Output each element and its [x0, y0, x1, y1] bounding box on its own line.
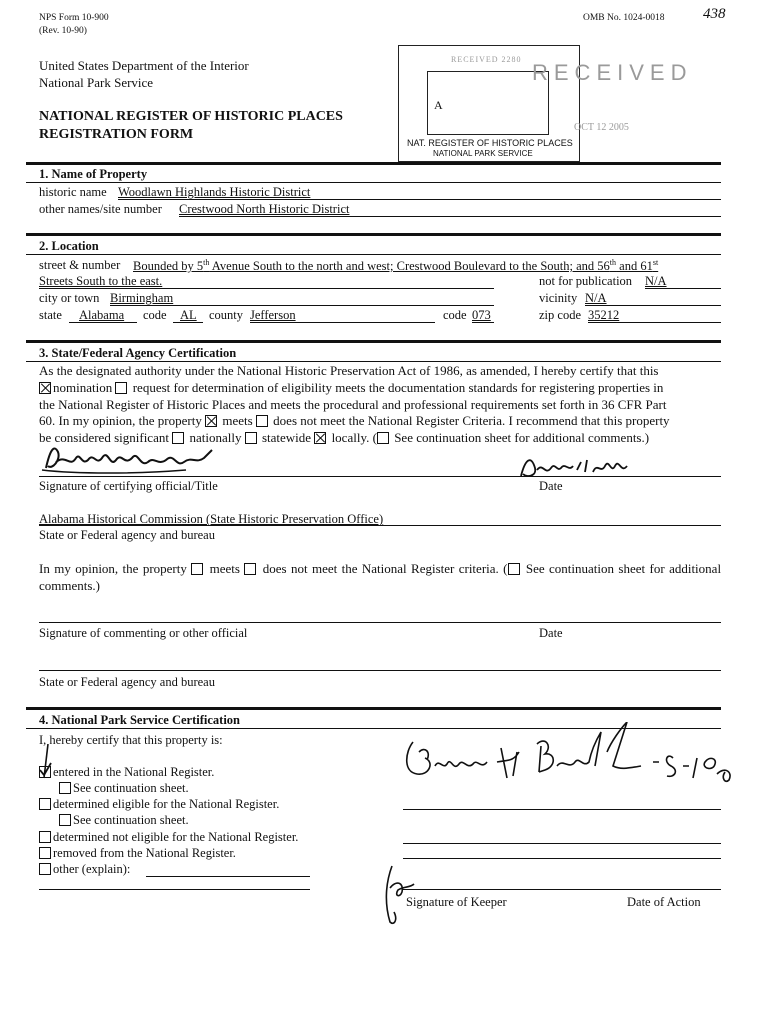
divider	[26, 707, 721, 710]
state-code-value[interactable]: AL	[180, 308, 197, 322]
cert-line1: As the designated authority under the National Historic Preservation Act of 1986, as amended, I hereby certify that this	[39, 363, 659, 378]
certifying-date-label: Date	[539, 479, 563, 493]
form-revision: (Rev. 10-90)	[39, 26, 87, 36]
not-for-publication-label: not for publication	[539, 274, 633, 288]
divider	[26, 182, 721, 183]
statewide-checkbox[interactable]	[245, 432, 257, 444]
form-title: NATIONAL REGISTER OF HISTORIC PLACES	[39, 109, 343, 124]
nomination-checkbox[interactable]	[39, 382, 51, 394]
field-line	[585, 305, 721, 306]
omb-number: OMB No. 1024-0018	[583, 13, 665, 23]
request-checkbox[interactable]	[115, 382, 127, 394]
section2-heading: 2. Location	[39, 239, 99, 253]
keeper-signature-line	[403, 889, 721, 890]
agency-label: State or Federal agency and bureau	[39, 528, 215, 542]
commenting-signature-label: Signature of commenting or other official	[39, 626, 248, 640]
cert-line5: be considered significant nationally statewide locally. ( See continuation sheet for additional comments.)	[39, 430, 650, 446]
cert-line2: nomination request for determination of eligibility meets the documentation standards for registering properties in	[39, 380, 721, 397]
removed-checkbox[interactable]	[39, 847, 51, 859]
county-code-value[interactable]: 073	[472, 308, 491, 322]
not-for-publication-value[interactable]: N/A	[645, 274, 667, 288]
stamp-line1: NAT. REGISTER OF HISTORIC PLACES	[407, 138, 573, 148]
continuation-checkbox[interactable]	[377, 432, 389, 444]
section3-heading: 3. State/Federal Agency Certification	[39, 346, 237, 360]
state-code-label: code	[143, 308, 167, 322]
street-value[interactable]: Bounded by 5th Avenue South to the north and west; Crestwood Boulevard to the South; and 56th and 61st	[133, 258, 659, 274]
field-line	[69, 322, 137, 323]
zip-label: zip code	[539, 308, 581, 322]
field-line	[110, 305, 494, 306]
historic-name-value[interactable]: Woodlawn Highlands Historic District	[118, 185, 311, 199]
field-line	[179, 216, 721, 217]
historic-name-label: historic name	[39, 185, 107, 199]
option-other: other (explain):	[39, 862, 130, 877]
keeper-signature-label: Signature of Keeper	[406, 895, 507, 909]
field-line	[588, 322, 721, 323]
keeper-signature	[395, 722, 740, 792]
divider	[26, 254, 721, 255]
option-removed: removed from the National Register.	[39, 846, 236, 861]
section4-heading: 4. National Park Service Certification	[39, 713, 240, 727]
opinion-meets-checkbox[interactable]	[191, 563, 203, 575]
commenting-date-label: Date	[539, 626, 563, 640]
street-label: street & number	[39, 258, 121, 272]
option-eligible-continuation: See continuation sheet.	[59, 813, 189, 828]
date-of-action-label: Date of Action	[627, 895, 701, 909]
keeper-line	[403, 809, 721, 810]
signature-line	[39, 622, 721, 623]
divider	[26, 340, 721, 343]
department: United States Department of the Interior	[39, 58, 249, 73]
state-value[interactable]: Alabama	[79, 308, 125, 322]
other-names-label: other names/site number	[39, 202, 162, 216]
stamp-line2: NATIONAL PARK SERVICE	[433, 149, 533, 158]
section4-intro: I, hereby certify that this property is:	[39, 733, 223, 747]
stamp-date: OCT 12 2005	[574, 122, 629, 133]
field-line	[39, 670, 721, 671]
certifying-date-handwritten	[515, 448, 645, 484]
section1-heading: 1. Name of Property	[39, 167, 148, 181]
field-line	[39, 288, 494, 289]
vicinity-value[interactable]: N/A	[585, 291, 607, 305]
form-subtitle: REGISTRATION FORM	[39, 127, 194, 142]
certifying-official-signature	[36, 440, 226, 480]
field-line	[173, 322, 203, 323]
signature-line	[39, 476, 721, 477]
entered-continuation-checkbox[interactable]	[59, 782, 71, 794]
divider	[26, 361, 721, 362]
keeper-line	[403, 858, 721, 859]
stamp-inner-box	[427, 71, 549, 135]
stamp-received: RECEIVED	[532, 60, 693, 85]
other-explain-line	[146, 876, 310, 877]
city-value[interactable]: Birmingham	[110, 291, 174, 305]
agency-value[interactable]: Alabama Historical Commission (State Historic Preservation Office)	[39, 512, 384, 526]
option-not-eligible: determined not eligible for the National Register.	[39, 830, 298, 845]
field-line	[118, 199, 721, 200]
opinion-paragraph: In my opinion, the property meets does not meet the National Register criteria. ( See continuation sheet for additional comments.)	[39, 561, 722, 593]
divider	[26, 233, 721, 236]
opinion-continuation-checkbox[interactable]	[508, 563, 520, 575]
locally-checkbox[interactable]	[314, 432, 326, 444]
handwritten-id: 438	[703, 6, 726, 22]
check-stroke	[36, 744, 56, 780]
does-not-meet-checkbox[interactable]	[256, 415, 268, 427]
cert-line3: the National Register of Historic Places and meets the procedural and professional requirements set forth in 36 CFR Part	[39, 396, 667, 412]
state-label: state	[39, 308, 62, 322]
field-line	[39, 525, 721, 526]
field-line	[250, 322, 435, 323]
option-eligible: determined eligible for the National Register.	[39, 797, 279, 812]
cert-line4: 60. In my opinion, the property meets does not meet the National Register Criteria. I recommend that this property	[39, 413, 670, 429]
zip-value[interactable]: 35212	[588, 308, 620, 322]
option-entered-continuation: See continuation sheet.	[59, 781, 189, 796]
keeper-line	[403, 843, 721, 844]
eligible-continuation-checkbox[interactable]	[59, 814, 71, 826]
form-number: NPS Form 10-900	[39, 13, 109, 23]
stamp-inner-text: A	[434, 98, 443, 112]
divider	[26, 162, 721, 165]
bureau-label: State or Federal agency and bureau	[39, 675, 215, 689]
opinion-does-not-meet-checkbox[interactable]	[244, 563, 256, 575]
service: National Park Service	[39, 75, 154, 90]
county-label: county	[209, 308, 244, 322]
other-checkbox[interactable]	[39, 863, 51, 875]
field-line	[645, 288, 721, 289]
county-code-label: code	[443, 308, 467, 322]
other-names-value[interactable]: Crestwood North Historic District	[179, 202, 350, 216]
stamp-top-text: RECEIVED 2280	[451, 55, 522, 64]
meets-checkbox[interactable]	[205, 415, 217, 427]
county-value[interactable]: Jefferson	[250, 308, 296, 322]
city-label: city or town	[39, 291, 100, 305]
certification-paragraph	[39, 363, 721, 447]
street-value-line2[interactable]: Streets South to the east.	[39, 274, 163, 288]
field-line	[472, 322, 494, 323]
certifying-signature-label: Signature of certifying official/Title	[39, 479, 218, 493]
option-entered: entered in the National Register.	[39, 765, 214, 780]
other-explain-line-2	[39, 889, 310, 890]
not-eligible-checkbox[interactable]	[39, 831, 51, 843]
vicinity-label: vicinity	[539, 291, 578, 305]
eligible-checkbox[interactable]	[39, 798, 51, 810]
